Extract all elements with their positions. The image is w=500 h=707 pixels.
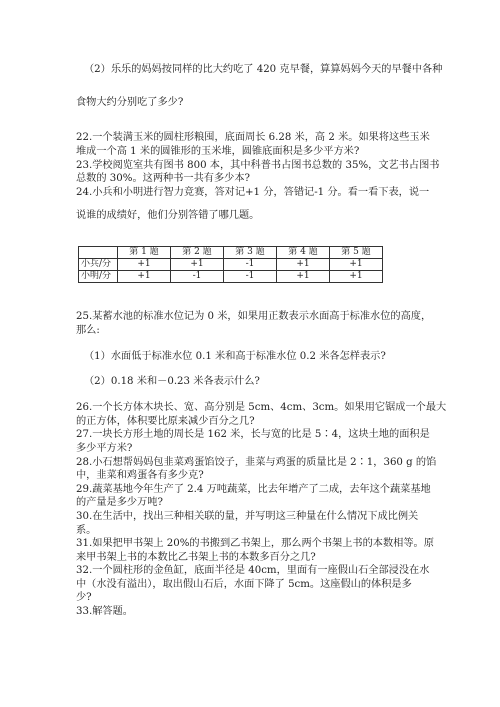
table-header-cell [79,247,118,259]
q21-part2-line1: （2）乐乐的妈妈按同样的比大约吃了 420 克早餐，算算妈妈今天的早餐中各种 [84,64,443,75]
q27-line1: 27.一块长方形土地的周长是 162 米，长与宽的比是 5∶4，这块土地的面积是 [76,429,430,440]
q29-line1: 29.蔬菜基地今年生产了 2.4 万吨蔬菜，比去年增产了二成，去年这个蔬菜基地 [76,484,431,495]
q28-line2: 中，韭菜和鸡蛋各有多少克? [76,470,204,481]
table-cell: +1 [171,259,224,271]
q25-part1: （1）水面低于标准水位 0.1 米和高于标准水位 0.2 米各怎样表示? [84,351,386,362]
q33-title: 33.解答题。 [76,606,133,617]
q21-part2-line2: 食物大约分别吃了多少? [76,97,184,108]
q31-line2: 来甲书架上书的本数比乙书架上书的本数多百分之几? [76,552,316,563]
table-cell: +1 [277,271,330,283]
q23-line1: 23.学校阅览室共有图书 800 本，其中科普书占图书总数的 35%，文艺书占图书 [76,160,440,171]
table-cell: +1 [330,259,383,271]
q29-line2: 的产量是多少万吨? [76,497,163,508]
q24-line2: 说谁的成绩好，他们分别答错了哪几题。 [76,210,260,221]
table-header-cell: 第 5 题 [330,247,383,259]
score-table [78,246,383,283]
q25-part2: （2）0.18 米和－0.23 米各表示什么? [84,376,260,387]
q32-line1: 32.一个圆柱形的金鱼缸，底面半径是 40cm，里面有一座假山石全部浸没在水 [76,565,430,576]
q31-line1: 31.如果把甲书架上 20%的书搬到乙书架上，那么两个书架上书的本数相等。原 [76,538,434,549]
table-row-label: 小明/分 [79,271,118,283]
q26-line2: 的正方体，体积要比原来减少百分之几? [76,416,255,427]
table-header-cell: 第 3 题 [224,247,277,259]
q26-line1: 26.一个长方体木块长、宽、高分别是 5cm、4cm、3cm。如果用它锯成一个最大 [76,402,447,413]
q24-line1: 24.小兵和小明进行智力竞赛，答对记+1 分，答错记-1 分。看一看下表，说一 [76,187,430,198]
q32-line2: 中（水没有溢出），取出假山石后，水面下降了 5cm。这座假山的体积是多 [76,579,412,590]
table-header-cell: 第 4 题 [277,247,330,259]
table-cell: +1 [118,271,171,283]
table-cell: -1 [224,271,277,283]
q27-line2: 多少平方米? [76,443,133,454]
q30-line2: 系。 [76,525,97,536]
q28-line1: 28.小石想帮妈妈包韭菜鸡蛋馅饺子，韭菜与鸡蛋的质量比是 2∶1，360 g 的馅 [76,457,437,468]
q32-line3: 少? [76,592,92,603]
table-row [79,259,383,271]
q25-line1: 25.某蓄水池的标准水位记为 0 米，如果用正数表示水面高于标准水位的高度， [76,311,432,322]
table-header-cell: 第 1 题 [118,247,171,259]
table-header-cell: 第 2 题 [171,247,224,259]
table-cell: +1 [118,259,171,271]
table-cell: +1 [330,271,383,283]
table-cell: -1 [171,271,224,283]
table-header-row [79,247,383,259]
q30-line1: 30.在生活中，找出三种相关联的量，并写明这三种量在什么情况下成比例关 [76,511,419,522]
table-row-label: 小兵/分 [79,259,118,271]
q22-line2: 堆成一个高 1 米的圆锥形的玉米堆，圆锥底面积是多少平方米? [76,146,360,157]
table-cell: -1 [224,259,277,271]
q22-line1: 22.一个装满玉米的圆柱形粮囤，底面周长 6.28 米，高 2 米。如果将这些玉米 [76,132,430,143]
table-cell: +1 [277,259,330,271]
table-row [79,271,383,283]
q23-line2: 总数的 30%。这两种书一共有多少本? [76,173,250,184]
q25-line2: 那么: [76,325,100,336]
